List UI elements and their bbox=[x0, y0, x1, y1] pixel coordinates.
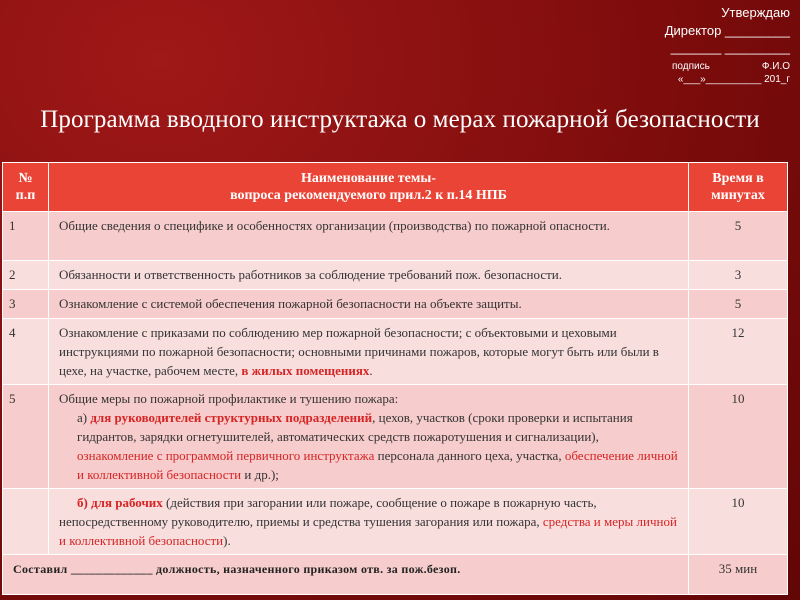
row-text: Общие сведения о специфике и особенностях организации (производства) по пожарной опасности. bbox=[49, 212, 689, 261]
row-num: 3 bbox=[3, 290, 49, 319]
footer-text-content: Составил _____________ должность, назначенного приказом отв. за пож.безоп. bbox=[13, 562, 461, 576]
row-text-end: . bbox=[369, 363, 373, 378]
header-topic-line2: вопроса рекомендуемого прил.2 к п.14 НПБ bbox=[230, 188, 507, 203]
approval-director: Директор _________ bbox=[664, 23, 790, 38]
row-text-b-text2: ). bbox=[223, 533, 231, 548]
page-title: Программа вводного инструктажа о мерах пожарной безопасности bbox=[40, 106, 760, 133]
approval-captions bbox=[630, 56, 790, 73]
row-time: 10 bbox=[689, 385, 788, 489]
row-text-a-text2: персонала данного цеха, участка, bbox=[374, 448, 565, 463]
row-text-a-text3: и др.); bbox=[241, 467, 279, 482]
fio-caption: Ф.И.О bbox=[761, 61, 790, 72]
table-header-row bbox=[3, 163, 788, 212]
row-text-a bbox=[59, 408, 678, 484]
program-table bbox=[2, 162, 788, 595]
row-text-b-highlight: б) для рабочих bbox=[77, 495, 163, 510]
row-text-main: Ознакомление с приказами по соблюдению мер пожарной безопасности; с объектовыми и цеховыми инструкциями по пожарной безопасности; основными причинами пожаров, которые могут быть или были в цехе, на участке, рабочем месте, bbox=[59, 325, 659, 378]
row-num: 4 bbox=[3, 319, 49, 385]
header-topic-line1: Наименование темы- bbox=[300, 171, 437, 186]
row-time: 12 bbox=[689, 319, 788, 385]
row-text-a-highlight: для руководителей структурных подразделений bbox=[90, 410, 373, 425]
row-num: 1 bbox=[3, 212, 49, 261]
row-text bbox=[49, 385, 689, 489]
table-row bbox=[3, 489, 788, 555]
row-time: 5 bbox=[689, 212, 788, 261]
row-text-line1: Общие меры по пожарной профилактике и тушению пожара: bbox=[59, 391, 399, 406]
row-text-highlight: в жилых помещениях bbox=[241, 363, 370, 378]
row-num: 5 bbox=[3, 385, 49, 489]
table-row bbox=[3, 319, 788, 385]
header-topic bbox=[49, 163, 689, 212]
row-text: Ознакомление с системой обеспечения пожарной безопасности на объекте защиты. bbox=[49, 290, 689, 319]
header-time: Время в минутах bbox=[689, 163, 788, 212]
footer-time: 35 мин bbox=[689, 555, 788, 595]
table-row bbox=[3, 290, 788, 319]
row-text: Обязанности и ответственность работников за соблюдение требований пож. безопасности. bbox=[49, 261, 689, 290]
approval-date-line: «___»__________ 201_г bbox=[677, 74, 790, 85]
table-row bbox=[3, 261, 788, 290]
row-text bbox=[49, 489, 689, 555]
row-text-a-prefix: а) bbox=[77, 410, 91, 425]
row-text bbox=[49, 319, 689, 385]
row-num: 2 bbox=[3, 261, 49, 290]
row-text-a-highlight2: ознакомление с программой первичного инструктажа bbox=[77, 448, 375, 463]
table-row bbox=[3, 385, 788, 489]
footer-text bbox=[3, 555, 689, 595]
row-time: 5 bbox=[689, 290, 788, 319]
row-text-a-highlight3: обеспечение личной и коллективной безопасности bbox=[77, 448, 678, 482]
signature-caption: подпись bbox=[672, 61, 710, 72]
row-num bbox=[3, 489, 49, 555]
row-time: 3 bbox=[689, 261, 788, 290]
row-text-a-text: , цехов, участков (сроки проверки и испытания гидрантов, зарядки огнетушителей, автоматических средств пожаротушения и сигнализации), bbox=[77, 410, 633, 444]
header-num: № п.п bbox=[3, 163, 49, 212]
approval-block bbox=[630, 4, 790, 86]
row-text-b-text: (действия при загорании или пожаре, сообщение о пожаре в пожарную часть, непосредственному руководителю, приемы и средства тушения загорания или пожара, bbox=[59, 495, 597, 529]
row-time: 10 bbox=[689, 489, 788, 555]
approval-title: Утверждаю bbox=[721, 5, 790, 20]
table-footer-row bbox=[3, 555, 788, 595]
table-row bbox=[3, 212, 788, 261]
row-text-b-highlight2: средства и меры личной и коллективной безопасности bbox=[59, 514, 677, 548]
approval-signature-lines: _______ _________ bbox=[670, 40, 790, 55]
